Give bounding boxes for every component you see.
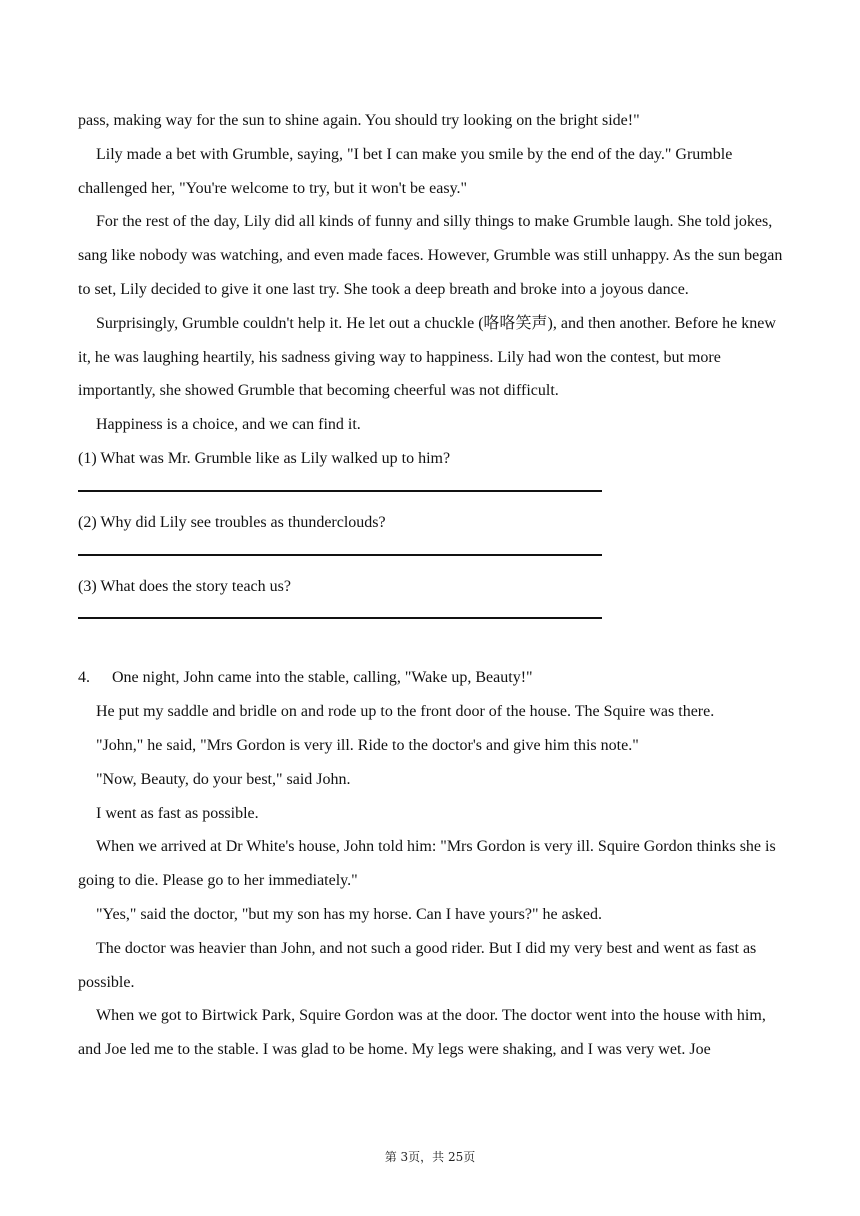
item-number: 4. <box>78 669 90 687</box>
passage4-paragraph: I went as fast as possible. <box>96 804 259 822</box>
answer-line-1[interactable] <box>78 490 602 492</box>
question-2: (2) Why did Lily see troubles as thunderclouds? <box>78 513 386 531</box>
passage4-paragraph: When we got to Birtwick Park, Squire Gordon was at the door. The doctor went into the house with him, and Joe led me to the stable. I was glad to be home. My legs were shaking, and I was very wet. Joe <box>78 1007 766 1059</box>
passage4-paragraph: He put my saddle and bridle on and rode up to the front door of the house. The Squire was there. <box>96 703 715 721</box>
answer-line-2[interactable] <box>78 554 602 556</box>
passage4-paragraph: "Yes," said the doctor, "but my son has my horse. Can I have yours?" he asked. <box>96 905 602 923</box>
passage3-paragraph: pass, making way for the sun to shine again. You should try looking on the bright side!" <box>78 112 640 129</box>
passage4-paragraph: "John," he said, "Mrs Gordon is very ill. Ride to the doctor's and give him this note." <box>96 736 639 754</box>
passage4-paragraph: The doctor was heavier than John, and not such a good rider. But I did my very best and went as fast as possible. <box>78 939 757 991</box>
question-3: (3) What does the story teach us? <box>78 577 291 595</box>
answer-line-3[interactable] <box>78 617 602 619</box>
passage4-paragraph: "Now, Beauty, do your best," said John. <box>96 770 351 788</box>
passage4-paragraph: When we arrived at Dr White's house, John told him: "Mrs Gordon is very ill. Squire Gordon thinks she is going to die. Please go to her immediately." <box>78 838 776 890</box>
passage3-paragraph: For the rest of the day, Lily did all kinds of funny and silly things to make Grumble laugh. She told jokes, sang like nobody was watching, and even made faces. However, Grumble was still unhappy. As the sun began to set, Lily decided to give it one last try. She took a deep breath and broke into a joyous dance. <box>78 213 783 298</box>
page-footer: 第 3页，共 25页 <box>384 1150 476 1164</box>
passage3-paragraph: Surprisingly, Grumble couldn't help it. He let out a chuckle (咯咯笑声), and then another. Before he knew it, he was laughing heartily, his sadness giving way to happiness. Lily had won the contest, but more importantly, she showed Grumble that becoming cheerful was not difficult. <box>78 314 776 400</box>
passage3-paragraph: Happiness is a choice, and we can find it. <box>96 416 361 434</box>
question-1: (1) What was Mr. Grumble like as Lily walked up to him? <box>78 449 451 467</box>
passage4-first-line <box>78 661 784 695</box>
passage3-paragraph: Lily made a bet with Grumble, saying, "I bet I can make you smile by the end of the day." Grumble challenged her, "You're welcome to try, but it won't be easy." <box>78 145 733 197</box>
document-page <box>78 104 784 1067</box>
passage4-opening: One night, John came into the stable, calling, "Wake up, Beauty!" <box>112 669 533 687</box>
